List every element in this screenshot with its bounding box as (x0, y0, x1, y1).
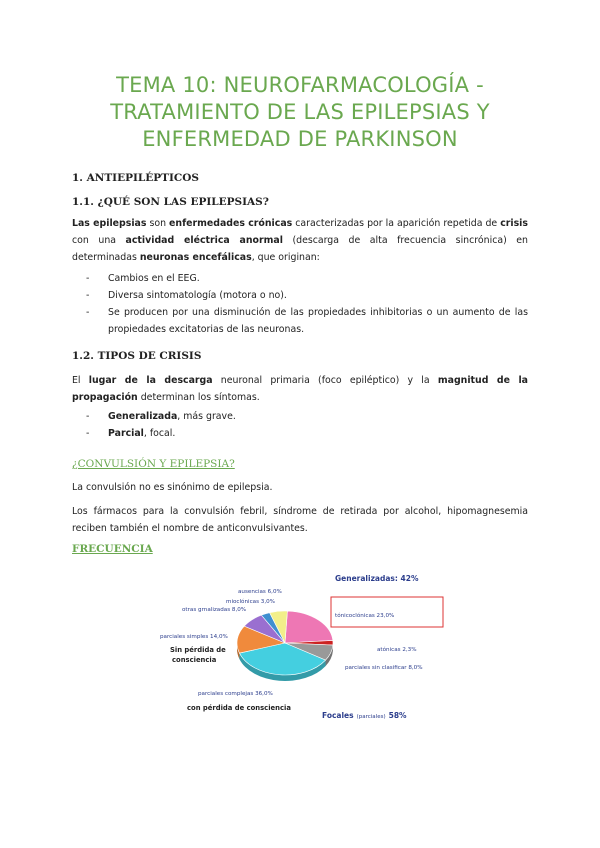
text-span: caracterizadas por la aparición repetida de (292, 218, 501, 229)
list-crisis-types (86, 408, 528, 442)
list-item (86, 408, 528, 425)
bold-term: neuronas encefálicas (139, 252, 252, 263)
annotation-sin-perdida-1: Sin pérdida de (170, 646, 226, 654)
annotation-generalizadas: Generalizadas: 42% (335, 574, 419, 583)
paragraph-epilepsias (72, 215, 528, 266)
list-item: - Diversa sintomatología (motora o no). (86, 287, 528, 304)
list-item (86, 425, 528, 442)
list-item: - Se producen por una disminución de las propiedades inhibitorias o un aumento de las propiedades excitatorias de las neuronas. (86, 304, 528, 338)
text-span: (descarga de alta frecuencia sincrónica) en determinadas (72, 235, 529, 263)
pie-slice (285, 611, 333, 643)
text-span: El (72, 375, 89, 386)
annotation-con-perdida: con pérdida de consciencia (187, 704, 291, 712)
paragraph-tipos (72, 372, 528, 406)
slice-label: mioclónicas 3,0% (226, 599, 275, 605)
title-line: ENFERMEDAD DE PARKINSON (142, 127, 458, 151)
title-line: TEMA 10: NEUROFARMACOLOGÍA - (116, 73, 484, 97)
text-span: con una (72, 235, 126, 246)
highlight-box (331, 597, 443, 627)
heading-convulsion: ¿CONVULSIÓN Y EPILEPSIA? (72, 458, 235, 470)
bold-term: Las epilepsias (72, 218, 147, 229)
focales-pct: 58% (388, 711, 407, 720)
annotation-sin-perdida-2: consciencia (172, 656, 217, 664)
bold-term: crisis (500, 218, 528, 229)
bold-term: magnitud de la propagación (72, 375, 528, 403)
text-span: , que originan: (251, 252, 320, 263)
bold-term: Parcial (108, 428, 144, 439)
bold-term: actividad eléctrica anormal (125, 235, 283, 246)
heading-frecuencia: FRECUENCIA (72, 543, 153, 555)
slice-label: parciales sin clasificar 8,0% (345, 665, 423, 671)
bold-term: enfermedades crónicas (169, 218, 293, 229)
slice-label: parciales simples 14,0% (160, 634, 228, 640)
subsection-heading-que-son: 1.1. ¿QUÉ SON LAS EPILEPSIAS? (72, 196, 269, 208)
focales-label: Focales (322, 711, 354, 720)
paragraph-farmacos: Los fármacos para la convulsión febril, síndrome de retirada por alcohol, hipomagnesemia reciben también el nombre de anticonvulsivantes. (72, 506, 528, 534)
slice-label: ausencias 6,0% (238, 589, 282, 595)
slice-label: otras grnalizadas 8,0% (182, 607, 247, 613)
list-item: - Cambios en el EEG. (86, 270, 528, 287)
page-title (60, 72, 540, 153)
title-line: TRATAMIENTO DE LAS EPILEPSIAS Y (110, 100, 490, 124)
slice-label: parciales complejas 36,0% (198, 691, 273, 697)
text-span: , más grave. (177, 411, 236, 422)
pie-slices (237, 611, 333, 681)
seizure-frequency-pie-chart (160, 565, 450, 725)
text-span: , focal. (143, 428, 176, 439)
slice-label: atónicas 2,3% (377, 647, 417, 653)
annotation-focales (322, 711, 407, 720)
text-span: son (146, 218, 170, 229)
bold-term: Generalizada (108, 411, 178, 422)
text-span: neuronal primaria (foco epiléptico) y la (212, 375, 438, 386)
paragraph-convulsion: La convulsión no es sinónimo de epilepsia. (72, 482, 273, 493)
slice-label: tónicoclónicas 23,0% (335, 613, 395, 619)
bold-term: lugar de la descarga (88, 375, 213, 386)
list-effects (86, 270, 528, 338)
subsection-heading-tipos: 1.2. TIPOS DE CRISIS (72, 350, 202, 362)
focales-small: (parciales) (356, 714, 386, 720)
section-heading-antiepilepticos: 1. ANTIEPILÉPTICOS (72, 172, 199, 184)
text-span: determinan los síntomas. (137, 392, 260, 403)
